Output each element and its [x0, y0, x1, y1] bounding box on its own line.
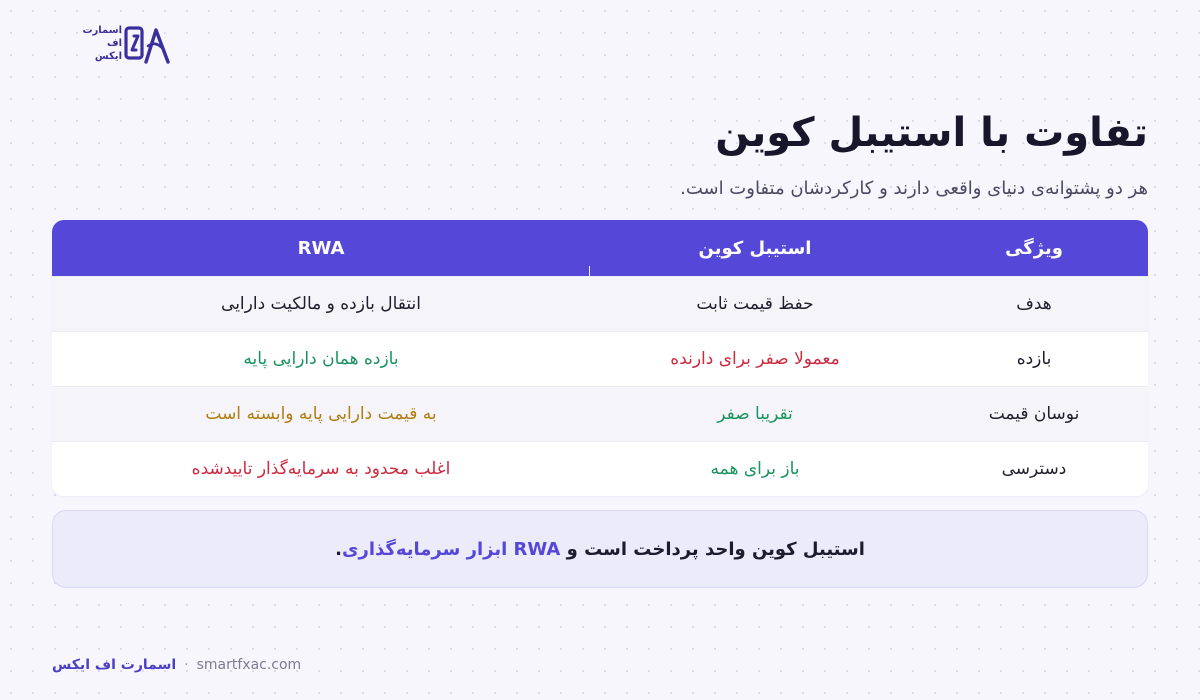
footer-website-link[interactable]: smartfxac.com — [196, 657, 302, 673]
summary-text-end: . — [335, 538, 342, 560]
footer-separator: · — [184, 657, 189, 673]
header-rwa: RWA — [52, 220, 590, 276]
logo-wordmark — [76, 24, 122, 63]
cell-rwa: بازده همان دارایی پایه — [243, 349, 399, 369]
summary-callout — [52, 510, 1148, 588]
footer — [52, 657, 301, 673]
footer-brand[interactable]: اسمارت اف ایکس — [52, 657, 177, 673]
cell-rwa: به قیمت دارایی پایه وابسته است — [205, 404, 437, 424]
cell-rwa: اغلب محدود به سرمایه‌گذار تاییدشده — [191, 459, 451, 479]
table-row — [52, 331, 1148, 386]
table-header — [52, 220, 1148, 276]
logo-line-2: اف — [106, 38, 122, 49]
table-row — [52, 276, 1148, 331]
cell-feature: دسترسی — [1001, 459, 1067, 479]
brand-logo[interactable] — [76, 22, 172, 68]
cell-stablecoin: باز برای همه — [710, 459, 800, 479]
page-title: تفاوت با استیبل کوین — [715, 110, 1148, 156]
table-row — [52, 386, 1148, 441]
cell-stablecoin: تقریبا صفر — [717, 404, 793, 424]
header-feature: ویژگی — [1005, 237, 1063, 259]
page-subtitle: هر دو پشتوانه‌ی دنیای واقعی دارند و کارکردشان متفاوت است. — [680, 178, 1148, 199]
header-stablecoin: استیبل کوین — [698, 237, 812, 259]
cell-feature: هدف — [1016, 294, 1052, 314]
cell-feature: نوسان قیمت — [988, 404, 1080, 424]
cell-stablecoin: حفظ قیمت ثابت — [696, 294, 814, 314]
smartfx-logo-icon — [124, 24, 170, 66]
table-row — [52, 441, 1148, 496]
cell-rwa: انتقال بازده و مالکیت دارایی — [221, 294, 421, 314]
logo-line-1: اسمارت — [82, 25, 122, 36]
cell-feature: بازده — [1016, 349, 1052, 369]
summary-text-1: استیبل کوین واحد پرداخت است و — [566, 538, 865, 560]
cell-stablecoin: معمولا صفر برای دارنده — [670, 349, 840, 369]
summary-text-highlight: RWA ابزار سرمایه‌گذاری — [341, 538, 561, 560]
comparison-table — [52, 220, 1148, 496]
logo-line-3: ایکس — [94, 51, 122, 62]
